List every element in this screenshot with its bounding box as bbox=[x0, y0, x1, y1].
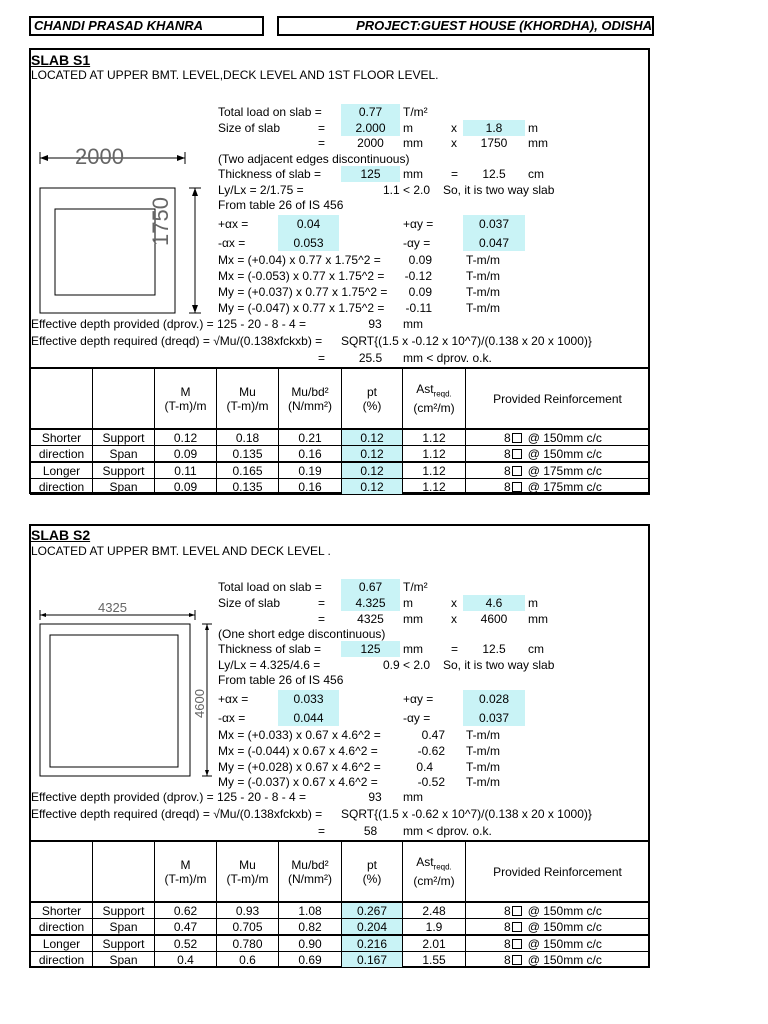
edge-condition: (One short edge discontinuous) bbox=[218, 627, 386, 641]
ratio-value: 1.1 < 2.0 bbox=[383, 183, 431, 197]
depth-required-formula: SQRT{(1.5 x -0.12 x 10^7)/(0.138 x 20 x 1000)} bbox=[341, 334, 592, 348]
unit-tm: T-m/m bbox=[466, 728, 500, 742]
mm-y: 1750 bbox=[480, 136, 508, 150]
project-name: PROJECT:GUEST HOUSE (KHORDHA), ODISHA bbox=[356, 18, 652, 33]
thickness-value: 125 bbox=[360, 642, 381, 656]
cell-reinforcement: 8 @ 150mm c/c bbox=[466, 446, 650, 463]
alpha-y-pos-label: +αy = bbox=[403, 217, 434, 231]
mx-negative: Mx = (-0.053) x 0.77 x 1.75^2 = bbox=[218, 269, 385, 283]
size-label: Size of slab bbox=[218, 121, 281, 135]
mx-positive: Mx = (+0.033) x 0.67 x 4.6^2 = bbox=[218, 728, 381, 742]
mx-negative: Mx = (-0.044) x 0.67 x 4.6^2 = bbox=[218, 744, 378, 758]
times: x bbox=[451, 596, 457, 610]
slab1-sketch bbox=[35, 140, 215, 320]
bar-dia-icon bbox=[512, 466, 522, 476]
cell-pt: 0.12 bbox=[342, 429, 403, 446]
cell-mubd: 0.21 bbox=[279, 429, 342, 446]
alpha-y-pos-label: +αy = bbox=[403, 692, 434, 706]
cell-ast: 1.12 bbox=[403, 429, 466, 446]
my-negative-value: -0.52 bbox=[417, 775, 445, 789]
times: x bbox=[451, 612, 457, 626]
cell-ast: 1.12 bbox=[403, 462, 466, 479]
cell-m: 0.11 bbox=[155, 462, 217, 479]
unit-m: m bbox=[403, 121, 413, 135]
mx-positive-value: 0.47 bbox=[421, 728, 445, 742]
load-unit: T/m² bbox=[403, 105, 428, 119]
alpha-y-neg-label: -αy = bbox=[403, 236, 431, 250]
edge-condition: (Two adjacent edges discontinuous) bbox=[218, 152, 410, 166]
header-blank bbox=[93, 841, 155, 902]
author-box bbox=[29, 16, 264, 36]
size-x: 2.000 bbox=[355, 121, 386, 135]
cell-m: 0.47 bbox=[155, 919, 217, 936]
cell-mubd: 0.82 bbox=[279, 919, 342, 936]
load-unit: T/m² bbox=[403, 580, 428, 594]
equals: = bbox=[318, 121, 326, 135]
type-label: Span bbox=[93, 952, 155, 968]
cell-mubd: 0.16 bbox=[279, 446, 342, 463]
ratio-note: So, it is two way slab bbox=[443, 183, 555, 197]
size-y: 1.8 bbox=[485, 121, 503, 135]
mm-y: 4600 bbox=[480, 612, 508, 626]
depth-provided-value: 93 bbox=[368, 790, 382, 804]
direction-label: direction bbox=[31, 919, 93, 936]
cell-m: 0.12 bbox=[155, 429, 217, 446]
cell-ast: 2.01 bbox=[403, 935, 466, 952]
depth-provided-value: 93 bbox=[368, 317, 382, 331]
alpha-x-neg: 0.053 bbox=[293, 236, 324, 250]
thickness-cm: 12.5 bbox=[482, 167, 506, 181]
unit-tm: T-m/m bbox=[466, 775, 500, 789]
cell-mu: 0.705 bbox=[217, 919, 279, 936]
header-provided: Provided Reinforcement bbox=[466, 368, 650, 429]
direction-label: direction bbox=[31, 446, 93, 463]
cell-mubd: 0.69 bbox=[279, 952, 342, 968]
alpha-y-neg: 0.037 bbox=[478, 711, 510, 725]
slab2-dim-x: 4325 bbox=[98, 600, 127, 615]
cell-reinforcement: 8 @ 150mm c/c bbox=[466, 919, 650, 936]
cell-pt: 0.12 bbox=[342, 446, 403, 463]
type-label: Support bbox=[93, 429, 155, 446]
ratio-label: Ly/Lx = 4.325/4.6 = bbox=[218, 658, 321, 672]
cell-m: 0.4 bbox=[155, 952, 217, 968]
header-pt: pt (%) bbox=[342, 368, 403, 429]
slab1-dim-y: 1750 bbox=[148, 197, 173, 246]
depth-check-note: mm < dprov. o.k. bbox=[403, 824, 492, 838]
alpha-x-neg-label: -αx = bbox=[218, 711, 246, 725]
cell-mubd: 0.90 bbox=[279, 935, 342, 952]
thickness-cm: 12.5 bbox=[482, 642, 506, 656]
unit-mm: mm bbox=[403, 317, 423, 331]
size-x: 4.325 bbox=[355, 596, 386, 610]
cell-m: 0.62 bbox=[155, 902, 217, 919]
slab1-title: SLAB S1 bbox=[31, 52, 91, 68]
unit-mm: mm bbox=[403, 790, 423, 804]
cell-mu: 0.18 bbox=[217, 429, 279, 446]
my-positive-value: 0.4 bbox=[416, 760, 433, 774]
bar-dia-icon bbox=[512, 955, 522, 965]
cell-m: 0.52 bbox=[155, 935, 217, 952]
cell-pt: 0.204 bbox=[342, 919, 403, 936]
slab2-dim-y: 4600 bbox=[192, 689, 207, 718]
ratio-value: 0.9 < 2.0 bbox=[383, 658, 431, 672]
type-label: Span bbox=[93, 479, 155, 495]
cell-reinforcement: 8 @ 150mm c/c bbox=[466, 935, 650, 952]
cell-ast: 1.12 bbox=[403, 446, 466, 463]
bar-dia-icon bbox=[512, 922, 522, 932]
cell-mubd: 1.08 bbox=[279, 902, 342, 919]
thickness-label: Thickness of slab = bbox=[218, 642, 322, 656]
header-m: M (T-m)/m bbox=[155, 841, 217, 902]
cell-mu: 0.135 bbox=[217, 479, 279, 495]
direction-label: direction bbox=[31, 952, 93, 968]
unit-cm: cm bbox=[528, 167, 544, 181]
header-mu: Mu (T-m)/m bbox=[217, 368, 279, 429]
unit-tm: T-m/m bbox=[466, 760, 500, 774]
cell-reinforcement: 8 @ 150mm c/c bbox=[466, 952, 650, 968]
header-ast: Ast$_{reqd.}$ (cm²/m) bbox=[403, 368, 466, 429]
unit-tm: T-m/m bbox=[466, 253, 500, 267]
times: x bbox=[451, 136, 457, 150]
cell-mubd: 0.19 bbox=[279, 462, 342, 479]
unit-cm: cm bbox=[528, 642, 544, 656]
unit-tm: T-m/m bbox=[466, 744, 500, 758]
header-pt: pt (%) bbox=[342, 841, 403, 902]
my-negative: My = (-0.047) x 0.77 x 1.75^2 = bbox=[218, 301, 385, 315]
depth-provided: Effective depth provided (dprov.) = 125 - 20 - 8 - 4 = bbox=[31, 790, 307, 804]
unit-tm: T-m/m bbox=[466, 285, 500, 299]
unit-mm: mm bbox=[403, 136, 423, 150]
alpha-x-neg: 0.044 bbox=[293, 711, 324, 725]
my-positive-value: 0.09 bbox=[408, 285, 432, 299]
depth-required-formula: SQRT{(1.5 x -0.62 x 10^7)/(0.138 x 20 x 1000)} bbox=[341, 807, 592, 821]
cell-pt: 0.12 bbox=[342, 479, 403, 495]
cell-m: 0.09 bbox=[155, 479, 217, 495]
slab1-reinforcement-table bbox=[30, 367, 650, 495]
cell-pt: 0.167 bbox=[342, 952, 403, 968]
alpha-y-pos: 0.028 bbox=[478, 692, 510, 706]
alpha-x-neg-label: -αx = bbox=[218, 236, 246, 250]
alpha-x-pos-label: +αx = bbox=[218, 217, 249, 231]
depth-provided: Effective depth provided (dprov.) = 125 - 20 - 8 - 4 = bbox=[31, 317, 307, 331]
depth-required: Effective depth required (dreqd) = √Mu/(0.138xfckxb) = bbox=[31, 807, 323, 821]
depth-required-value: 25.5 bbox=[358, 351, 383, 365]
type-label: Support bbox=[93, 935, 155, 952]
my-positive: My = (+0.028) x 0.67 x 4.6^2 = bbox=[218, 760, 381, 774]
equals: = bbox=[318, 136, 326, 150]
cell-ast: 1.55 bbox=[403, 952, 466, 968]
slab2-reinforcement-table bbox=[30, 840, 650, 968]
my-negative: My = (-0.037) x 0.67 x 4.6^2 = bbox=[218, 775, 378, 789]
bar-dia-icon bbox=[512, 433, 522, 443]
equals: = bbox=[318, 612, 326, 626]
slab2-location: LOCATED AT UPPER BMT. LEVEL AND DECK LEVEL . bbox=[31, 544, 331, 558]
equals: = bbox=[451, 167, 459, 181]
alpha-y-neg-label: -αy = bbox=[403, 711, 431, 725]
mm-x: 4325 bbox=[357, 612, 384, 626]
slab2-title: SLAB S2 bbox=[31, 527, 91, 543]
cell-pt: 0.216 bbox=[342, 935, 403, 952]
load-label: Total load on slab = bbox=[218, 105, 322, 119]
bar-dia-icon bbox=[512, 906, 522, 916]
alpha-x-pos: 0.04 bbox=[296, 217, 321, 231]
equals: = bbox=[318, 351, 326, 365]
mx-positive: Mx = (+0.04) x 0.77 x 1.75^2 = bbox=[218, 253, 381, 267]
thickness-value: 125 bbox=[360, 167, 381, 181]
unit-mm: mm bbox=[528, 136, 548, 150]
cell-mu: 0.135 bbox=[217, 446, 279, 463]
load-value: 0.67 bbox=[358, 580, 383, 594]
unit-mm: mm bbox=[528, 612, 548, 626]
cell-reinforcement: 8 @ 150mm c/c bbox=[466, 902, 650, 919]
cell-reinforcement: 8 @ 175mm c/c bbox=[466, 479, 650, 495]
mm-x: 2000 bbox=[357, 136, 384, 150]
cell-reinforcement: 8 @ 175mm c/c bbox=[466, 462, 650, 479]
mx-positive-value: 0.09 bbox=[408, 253, 432, 267]
header-mubd: Mu/bd² (N/mm²) bbox=[279, 368, 342, 429]
direction-label: Longer bbox=[31, 935, 93, 952]
unit-tm: T-m/m bbox=[466, 269, 500, 283]
unit-mm: mm bbox=[403, 612, 423, 626]
cell-mu: 0.165 bbox=[217, 462, 279, 479]
cell-mubd: 0.16 bbox=[279, 479, 342, 495]
depth-required-value: 58 bbox=[363, 824, 378, 838]
header-blank bbox=[93, 368, 155, 429]
cell-ast: 1.9 bbox=[403, 919, 466, 936]
table-reference: From table 26 of IS 456 bbox=[218, 673, 344, 687]
alpha-y-pos: 0.037 bbox=[478, 217, 510, 231]
slab1-location: LOCATED AT UPPER BMT. LEVEL,DECK LEVEL AND 1ST FLOOR LEVEL. bbox=[31, 68, 439, 82]
bar-dia-icon bbox=[512, 449, 522, 459]
type-label: Span bbox=[93, 919, 155, 936]
header-provided: Provided Reinforcement bbox=[466, 841, 650, 902]
header-ast: Ast$_{reqd.}$ (cm²/m) bbox=[403, 841, 466, 902]
equals: = bbox=[451, 642, 459, 656]
header-blank bbox=[31, 841, 93, 902]
slab2-sketch bbox=[35, 600, 215, 780]
type-label: Support bbox=[93, 462, 155, 479]
cell-reinforcement: 8 @ 150mm c/c bbox=[466, 429, 650, 446]
cell-ast: 2.48 bbox=[403, 902, 466, 919]
bar-dia-icon bbox=[512, 939, 522, 949]
direction-label: Shorter bbox=[31, 902, 93, 919]
direction-label: direction bbox=[31, 479, 93, 495]
cell-ast: 1.12 bbox=[403, 479, 466, 495]
depth-required: Effective depth required (dreqd) = √Mu/(0.138xfckxb) = bbox=[31, 334, 323, 348]
size-y: 4.6 bbox=[485, 596, 503, 610]
unit-m: m bbox=[528, 121, 538, 135]
mx-negative-value: -0.12 bbox=[404, 269, 432, 283]
cell-mu: 0.780 bbox=[217, 935, 279, 952]
alpha-x-pos-label: +αx = bbox=[218, 692, 249, 706]
unit-mm: mm bbox=[403, 642, 423, 656]
my-positive: My = (+0.037) x 0.77 x 1.75^2 = bbox=[218, 285, 388, 299]
project-box bbox=[277, 16, 654, 36]
unit-mm: mm bbox=[403, 167, 423, 181]
my-negative-value: -0.11 bbox=[405, 301, 432, 315]
header-m: M (T-m)/m bbox=[155, 368, 217, 429]
cell-mu: 0.93 bbox=[217, 902, 279, 919]
unit-tm: T-m/m bbox=[466, 301, 500, 315]
ratio-label: Ly/Lx = 2/1.75 = bbox=[218, 183, 304, 197]
author-name: CHANDI PRASAD KHANRA bbox=[34, 18, 203, 33]
load-value: 0.77 bbox=[358, 105, 383, 119]
direction-label: Shorter bbox=[31, 429, 93, 446]
alpha-x-pos: 0.033 bbox=[293, 692, 324, 706]
bar-dia-icon bbox=[512, 482, 522, 492]
unit-m: m bbox=[403, 596, 413, 610]
cell-m: 0.09 bbox=[155, 446, 217, 463]
thickness-label: Thickness of slab = bbox=[218, 167, 322, 181]
cell-pt: 0.267 bbox=[342, 902, 403, 919]
type-label: Span bbox=[93, 446, 155, 463]
direction-label: Longer bbox=[31, 462, 93, 479]
header-blank bbox=[31, 368, 93, 429]
times: x bbox=[451, 121, 457, 135]
type-label: Support bbox=[93, 902, 155, 919]
mx-negative-value: -0.62 bbox=[417, 744, 445, 758]
equals: = bbox=[318, 824, 326, 838]
depth-check-note: mm < dprov. o.k. bbox=[403, 351, 492, 365]
unit-m: m bbox=[528, 596, 538, 610]
load-label: Total load on slab = bbox=[218, 580, 322, 594]
equals: = bbox=[318, 596, 326, 610]
slab1-dim-x: 2000 bbox=[75, 144, 124, 169]
header-mubd: Mu/bd² (N/mm²) bbox=[279, 841, 342, 902]
cell-pt: 0.12 bbox=[342, 462, 403, 479]
table-reference: From table 26 of IS 456 bbox=[218, 198, 344, 212]
size-label: Size of slab bbox=[218, 596, 281, 610]
cell-mu: 0.6 bbox=[217, 952, 279, 968]
header-mu: Mu (T-m)/m bbox=[217, 841, 279, 902]
alpha-y-neg: 0.047 bbox=[478, 236, 510, 250]
ratio-note: So, it is two way slab bbox=[443, 658, 555, 672]
